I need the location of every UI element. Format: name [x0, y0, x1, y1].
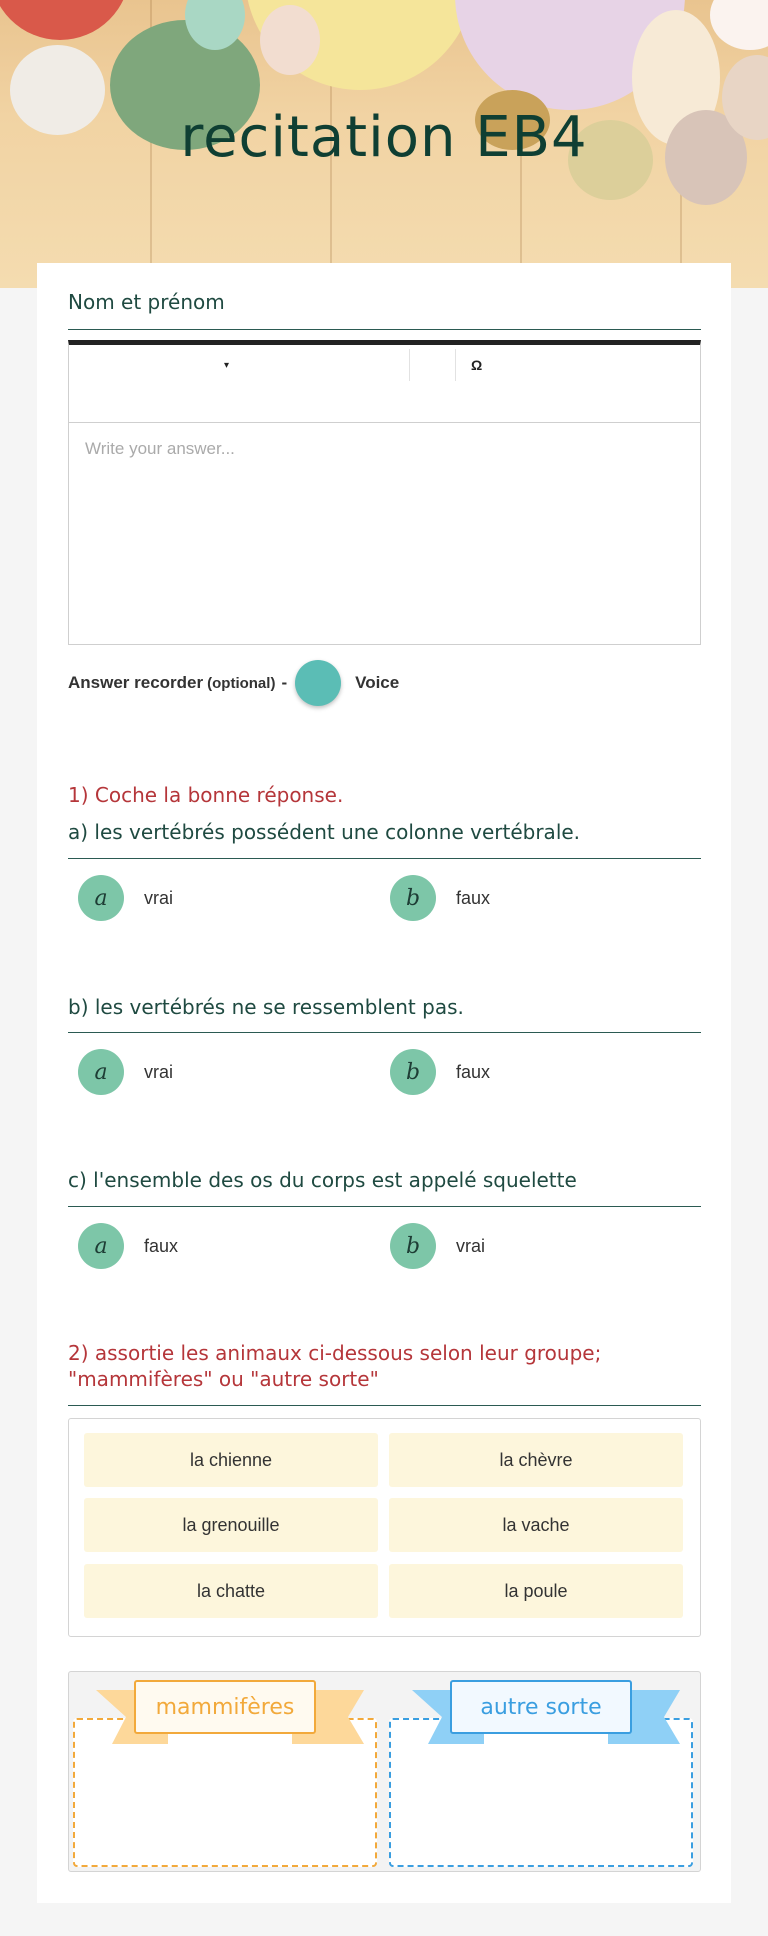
record-button[interactable] — [295, 660, 341, 706]
option-text: faux — [456, 1061, 491, 1082]
question-b-option-b[interactable] — [390, 1049, 490, 1095]
question-b-option-a[interactable] — [78, 1049, 173, 1095]
recorder-label: Answer recorder — [68, 673, 204, 692]
section2-title-line1: 2) assortie les animaux ci-dessous selon leur groupe; — [68, 1341, 602, 1365]
section1-title: 1) Coche la bonne réponse. — [68, 783, 344, 807]
question-a-option-a[interactable] — [78, 875, 173, 921]
editor-toolbar — [69, 345, 700, 423]
drag-tile[interactable]: la vache — [389, 1498, 683, 1552]
drag-tile[interactable]: la chienne — [84, 1433, 378, 1487]
name-field-label: Nom et prénom — [68, 290, 225, 314]
option-text: vrai — [456, 1235, 486, 1256]
drag-tile[interactable]: la poule — [389, 1564, 683, 1618]
section2-title-line2: "mammifères" ou "autre sorte" — [68, 1367, 379, 1391]
drag-tile[interactable]: la chatte — [84, 1564, 378, 1618]
drag-tile[interactable]: la grenouille — [84, 1498, 378, 1552]
question-c-option-a[interactable] — [78, 1223, 178, 1269]
category-label-mammiferes: mammifères — [134, 1680, 316, 1734]
drop-targets-box — [68, 1671, 701, 1872]
option-text: faux — [144, 1235, 179, 1256]
option-text: vrai — [144, 1061, 174, 1082]
question-a-option-b[interactable] — [390, 875, 490, 921]
draggable-items-box — [68, 1418, 701, 1637]
option-letter-badge: a — [78, 875, 124, 921]
category-label-autre-sorte: autre sorte — [450, 1680, 632, 1734]
font-dropdown-caret-icon[interactable]: ▾ — [224, 360, 230, 371]
drag-tile[interactable]: la chèvre — [389, 1433, 683, 1487]
question-c-text: c) l'ensemble des os du corps est appelé squelette — [68, 1168, 577, 1192]
question-c-option-b[interactable] — [390, 1223, 485, 1269]
option-letter-badge: b — [390, 875, 436, 921]
shell-image — [260, 5, 320, 75]
option-letter-badge: b — [390, 1223, 436, 1269]
option-letter-badge: a — [78, 1223, 124, 1269]
recorder-dash: - — [281, 673, 288, 692]
shell-image — [710, 0, 768, 50]
voice-label: Voice — [355, 673, 400, 692]
question-a-text: a) les vertébrés possédent une colonne vertébrale. — [68, 820, 581, 844]
page-title: recitation EB4 — [180, 105, 588, 170]
header-banner — [0, 0, 768, 288]
question-b-text: b) les vertébrés ne se ressemblent pas. — [68, 995, 464, 1019]
option-letter-badge: a — [78, 1049, 124, 1095]
option-text: faux — [456, 887, 491, 908]
option-text: vrai — [144, 887, 174, 908]
answer-input[interactable] — [69, 423, 700, 643]
rich-text-editor — [68, 340, 701, 645]
shell-image — [0, 0, 130, 40]
answer-recorder — [68, 660, 399, 706]
worksheet-card — [37, 263, 731, 1903]
recorder-optional-label: (optional) — [207, 674, 276, 692]
option-letter-badge: b — [390, 1049, 436, 1095]
special-character-icon[interactable]: Ω — [471, 357, 483, 373]
